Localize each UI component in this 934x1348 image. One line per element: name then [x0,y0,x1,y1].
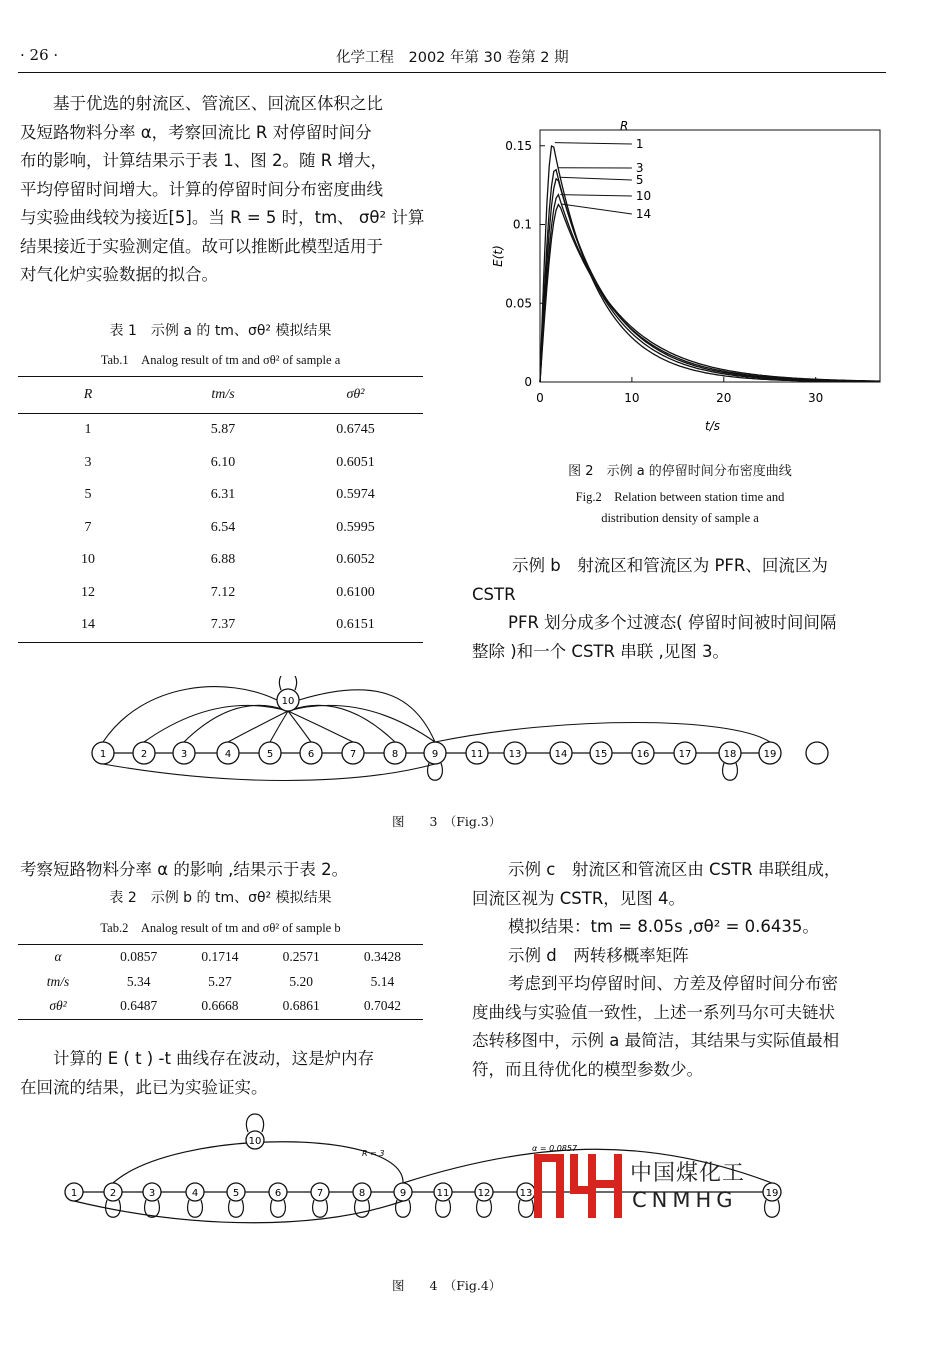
table2 [18,944,423,1020]
page-number: · 26 · [20,46,59,64]
y-tick-label: 0.1 [512,217,532,232]
state-node-label: 5 [232,1188,240,1199]
self-loop [313,1200,328,1217]
cell: 14 [81,617,95,633]
cell: 0.0857 [120,949,158,965]
cell: 5.87 [210,422,236,438]
state-node-label: 11 [436,1188,450,1199]
table-row [18,577,423,610]
state-node-label: 15 [594,749,608,760]
cell: 1 [84,422,92,438]
state-node-label: 13 [519,1188,533,1199]
text-line: 结果接近于实验测定值。故可以推断此模型适用于 [20,236,383,256]
watermark-cn-text: 中国煤化工 [630,1161,746,1186]
state-node-label: 7 [349,749,357,760]
left-paragraph-2: 考察短路物料分率 α 的影响 ,结果示于表 2。 [20,860,349,879]
legend-label: 1 [635,137,644,151]
watermark [532,1150,782,1222]
cell: 0.6487 [120,998,158,1014]
hub-self-loop [246,1114,263,1132]
logo-bar [534,1154,542,1218]
figure4-caption: 图 4 （Fig.4） [392,1278,502,1293]
cell: 5.14 [370,973,395,989]
text-line: 符，而且待优化的模型参数少。 [472,1059,703,1079]
text-line: 示例 c 射流区和管流区由 CSTR 串联组成， [508,860,841,879]
text-line: 在回流的结果，此已为实验证实。 [20,1077,268,1097]
text-line: 基于优选的射流区、管流区、回流区体积之比 [53,94,383,113]
text-line: 平均停留时间增大。计算的停留时间分布密度曲线 [20,179,383,199]
table-row [18,970,423,995]
table-header: R [83,387,93,402]
state-node-label: 5 [266,749,274,760]
text-line: 度曲线与实验值一致性，上述一系列马尔可夫链状 [472,1002,835,1022]
cell: 0.5995 [336,519,375,535]
state-node-label: 16 [636,749,650,760]
alpha-label: α = 0.0857 [532,1144,578,1153]
state-node-label: 1 [99,749,107,760]
r-label: R = 3 [362,1149,385,1158]
state-node-label: 13 [508,749,522,760]
legend-leader [560,195,632,196]
state-node-hub-label: 10 [248,1136,262,1147]
cell: 3 [84,454,92,470]
legend-leader [559,177,631,180]
hub-edge [288,711,353,742]
self-loop [477,1200,492,1217]
cell: 0.5974 [336,487,375,503]
figure2-caption-en-2: distribution density of sample a [601,511,759,525]
state-node-label: 11 [470,749,484,760]
cell: 6.88 [210,552,236,568]
state-node-label: 9 [431,749,439,760]
x-tick-label: 30 [808,391,824,405]
table2-caption-en: Tab.2 Analog result of tm and σθ² of sample b [100,921,341,935]
x-axis-label: t/s [705,419,720,433]
table1-caption-en: Tab.1 Analog result of tm and σθ² of sample a [100,353,341,367]
table-row [18,479,423,512]
cell: 6.54 [210,519,236,535]
state-node-label: 8 [358,1188,366,1199]
x-tick-label: 20 [716,391,732,405]
state-node-label: 12 [477,1188,491,1199]
text-line: 整除 )和一个 CSTR 串联 ,见图 3。 [472,641,729,661]
text-line: 考虑到平均停留时间、方差及停留时间分布密 [508,974,838,993]
sink-node [806,742,828,764]
table-row [18,609,423,642]
header-rule [18,72,886,73]
state-node-label: 19 [763,749,777,760]
bypass-edge [74,1201,403,1223]
state-node-label: 14 [554,749,568,760]
watermark-logo-icon [532,1150,624,1220]
cell: 5.27 [208,973,232,989]
cell: 6.31 [210,487,236,503]
figure3-state-diagram [80,676,860,786]
table-row [18,414,423,447]
legend-label: 5 [635,173,644,187]
series-line-R14 [540,205,880,383]
logo-bar [570,1186,596,1194]
legend-label: 14 [635,207,652,221]
state-node-label: 4 [224,749,232,760]
cell: 7 [84,519,92,535]
y-tick-label: 0.15 [505,138,532,153]
table-header: tm/s [211,387,235,402]
text-line: 对气化炉实验数据的拟合。 [20,265,218,284]
self-loop [355,1200,370,1217]
text-line: 回流区视为 CSTR，见图 4。 [472,888,686,908]
figure2-caption-en-1: Fig.2 Relation between station time and [575,490,785,504]
cell: 7.12 [210,584,236,600]
state-node-label: 7 [316,1188,324,1199]
text-line: 示例 d 两转移概率矩阵 [508,945,689,965]
y-tick-label: 0 [524,375,532,389]
hub-self-loop [279,676,296,690]
text-line: 计算的 E ( t ) -t 曲线存在波动，这是炉内存 [53,1049,375,1068]
hub-edge [103,687,277,742]
legend-leader [555,143,632,144]
right-paragraph-1 [472,552,892,666]
table-row [18,994,423,1019]
text-line: PFR 划分成多个过渡态( 停留时间被时间间隔 [508,613,837,632]
text-line: CSTR [472,584,516,604]
cell: 5 [84,487,92,503]
state-node-label: 9 [399,1188,407,1199]
self-loop [145,1200,160,1217]
table-row [18,945,423,970]
legend-label: 3 [635,161,644,175]
state-node-label: 8 [391,749,399,760]
x-tick-label: 10 [624,391,640,405]
watermark-en-text: CNMHG [632,1188,738,1212]
table-header: σθ² [346,387,365,402]
figure2-caption-cn: 图 2 示例 a 的停留时间分布密度曲线 [568,464,792,479]
legend-label: 10 [635,189,652,203]
legend-leader [561,204,632,214]
self-loop [229,1200,244,1217]
left-paragraph-3 [20,1045,440,1102]
state-node-label: 17 [678,749,692,760]
hub-edge [144,705,288,742]
hub-edge [288,711,311,742]
cell: 0.6051 [336,454,375,470]
legend-title: R [620,119,629,133]
self-loop [723,763,738,780]
state-node-label: 19 [765,1188,779,1199]
state-node-hub-label: 10 [281,696,295,707]
cell: 10 [81,552,95,568]
row-header: tm/s [46,973,70,989]
self-loop [436,1200,451,1217]
state-node-label: 3 [148,1188,156,1199]
self-loop [271,1200,286,1217]
table-row [18,512,423,545]
self-loop [188,1200,203,1217]
cell: 5.34 [126,973,151,989]
series-line-R1 [540,146,880,382]
state-node-label: 4 [191,1188,199,1199]
row-header: α [54,949,62,965]
bypass-edge [435,723,770,743]
text-line: 及短路物料分率 α，考察回流比 R 对停留时间分 [20,122,372,142]
cell: 0.2571 [282,949,320,965]
table1-caption-cn: 表 1 示例 a 的 tm、σθ² 模拟结果 [109,323,332,339]
text-line: 模拟结果：tm = 8.05s ,σθ² = 0.6435。 [508,917,819,936]
state-node-label: 2 [109,1188,117,1199]
cell: 0.3428 [363,949,401,965]
table1 [18,376,423,643]
figure2-chart [480,110,900,440]
cell: 0.6745 [336,422,375,438]
text-line: 布的影响，计算结果示于表 1、图 2。随 R 增大， [20,151,387,170]
hub-edge [299,690,435,742]
cell: 7.37 [210,617,236,633]
cell: 0.6100 [336,584,375,600]
cell: 0.6861 [282,998,320,1014]
bypass-edge [103,764,435,781]
hub-edge [288,705,435,742]
state-node-label: 3 [180,749,188,760]
logo-bar [556,1154,564,1218]
left-paragraph-1 [20,90,440,290]
text-line: 示例 b 射流区和管流区为 PFR、回流区为 [512,556,828,575]
cell: 5.20 [289,973,313,989]
cell: 0.6151 [336,617,375,633]
hub-edge [184,705,288,742]
y-axis-label: E(t) [491,245,505,267]
state-node-label: 1 [70,1188,78,1199]
cell: 0.6668 [201,998,239,1014]
text-line: 态转移图中，示例 a 最简洁，其结果与实际值最相 [472,1031,840,1050]
series-line-R10 [540,195,880,382]
state-node-label: 2 [140,749,148,760]
x-tick-label: 0 [536,391,544,405]
state-node-label: 6 [274,1188,282,1199]
cell: 12 [81,584,95,600]
running-header: 化学工程 2002 年第 30 卷第 2 期 [336,50,569,66]
logo-bar [614,1154,622,1218]
cell: 6.10 [210,454,236,470]
text-line: 与实验曲线较为接近[5]。当 R = 5 时，tm、 σθ² 计算 [20,208,425,227]
cell: 0.1714 [201,949,239,965]
state-node-label: 18 [723,749,737,760]
table2-caption-cn: 表 2 示例 b 的 tm、σθ² 模拟结果 [109,890,332,906]
cell: 0.7042 [363,998,401,1014]
table-row [18,544,423,577]
series-line-R5 [540,179,880,382]
state-node-label: 6 [307,749,315,760]
row-header: σθ² [49,998,67,1014]
right-paragraph-2 [472,856,892,1084]
cell: 0.6052 [336,552,375,568]
figure3-caption: 图 3 （Fig.3） [392,814,502,829]
table-row [18,447,423,480]
y-tick-label: 0.05 [505,296,532,311]
